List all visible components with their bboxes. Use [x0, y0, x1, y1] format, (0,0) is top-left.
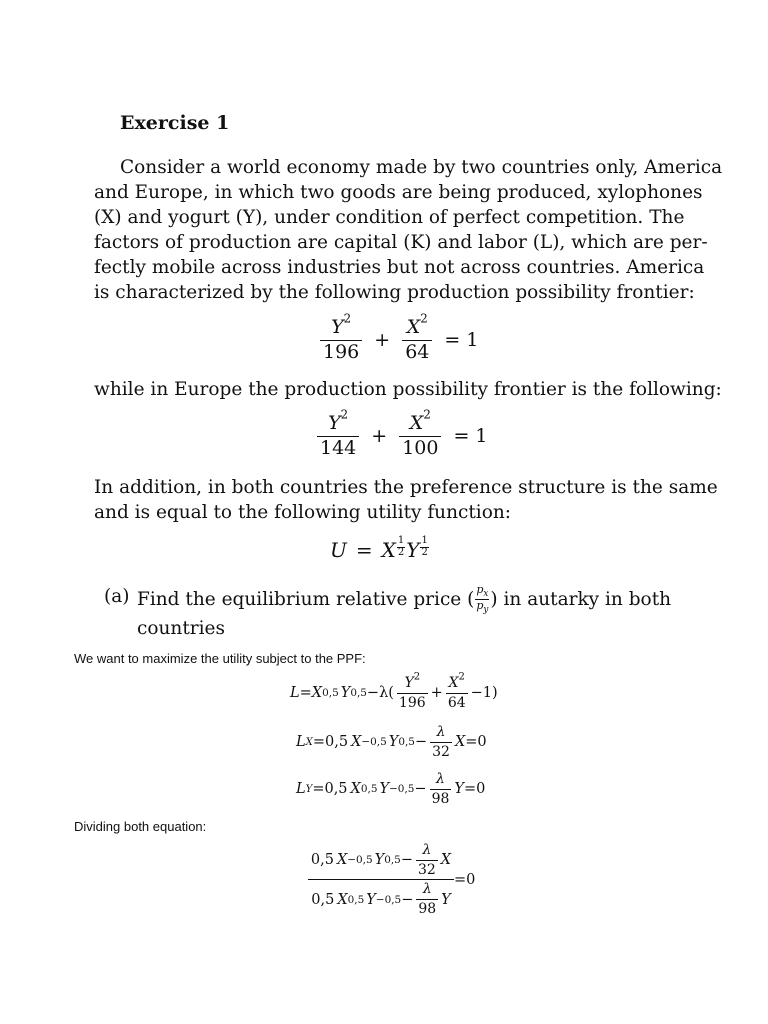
symbol: X — [350, 781, 361, 798]
question-line: countries — [137, 617, 225, 639]
denominator: 2 — [421, 546, 428, 558]
question-label: (a) — [104, 586, 130, 607]
numerator: 1 — [397, 535, 405, 546]
price-numerator — [475, 584, 489, 599]
intro-line: factors of production are capital (K) and labor (L), which are per- — [94, 232, 708, 253]
operator: − — [414, 781, 427, 798]
denominator: 2 — [397, 546, 405, 558]
symbol: Y — [366, 891, 376, 908]
foc-y-equation: L Y =0,5 X 0,5 Y −0,5 − $\frac{\lambda}{98}$ Y =0 — [296, 771, 486, 807]
fraction — [320, 311, 362, 363]
price-denominator — [475, 599, 489, 615]
symbol: p — [476, 583, 484, 596]
symbol: X — [406, 316, 421, 338]
subscript: y — [483, 605, 489, 616]
question-a — [104, 584, 670, 641]
symbol: Y — [328, 412, 341, 434]
denominator: 64 — [447, 694, 466, 711]
preference-line: In addition, in both countries the preference structure is the same — [94, 477, 718, 498]
fraction — [399, 407, 441, 459]
symbol: U — [330, 538, 347, 562]
symbol: X — [448, 675, 459, 691]
symbol: X — [381, 538, 396, 562]
operator: + — [374, 329, 391, 352]
fraction — [416, 882, 438, 916]
utility-equation — [330, 535, 430, 562]
question-text: ) in autarky in both — [490, 589, 672, 611]
symbol: L — [296, 734, 306, 751]
preference-paragraph — [94, 475, 718, 525]
denominator: 144 — [317, 436, 359, 459]
intro-line: Consider a world economy made by two countries only, America — [120, 157, 723, 178]
fraction — [430, 725, 452, 759]
denominator: 98 — [431, 790, 450, 807]
subscript: X — [305, 736, 313, 748]
fraction — [397, 671, 428, 711]
equation-rhs: = 1 — [444, 329, 479, 352]
equation-rhs: = 1 — [453, 425, 488, 448]
symbol: Y — [441, 891, 451, 908]
question-line — [137, 584, 670, 616]
intro-line: and Europe, in which two goods are being produced, xylophones — [94, 182, 703, 203]
europe-line: while in Europe the production possibility frontier is the following: — [94, 379, 722, 400]
fraction-bar — [308, 879, 454, 880]
big-fraction — [308, 843, 454, 917]
denominator: 32 — [432, 743, 450, 760]
denominator: 196 — [320, 340, 362, 363]
symbol: X — [336, 852, 348, 869]
operator: − — [414, 734, 428, 751]
symbol: X — [337, 891, 348, 908]
symbol: X — [454, 734, 466, 751]
denominator: 98 — [418, 901, 437, 918]
intro-line: is characterized by the following production possibility frontier: — [94, 282, 695, 303]
ratio-equation — [308, 843, 475, 917]
coefficient: 0,5 — [310, 852, 334, 869]
equation-rhs: =0 — [454, 871, 476, 888]
exponent-fraction — [420, 536, 428, 558]
question-body — [137, 584, 670, 641]
lambda-term: −λ( — [366, 685, 394, 702]
symbol: Y — [454, 781, 464, 798]
operator: − — [400, 852, 413, 869]
numerator: λ — [436, 724, 446, 740]
coefficient: 0,5 — [311, 891, 335, 908]
intro-line: fectly mobile across industries but not across countries. America — [94, 257, 705, 278]
numerator: λ — [436, 771, 445, 787]
ratio-denominator: 0,5 X 0,5 Y −0,5 − $\frac{\lambda}{98}$ Y — [311, 881, 451, 918]
operator: − — [401, 891, 414, 908]
denominator: 64 — [402, 340, 432, 363]
exponent: 2 — [458, 671, 465, 683]
numerator: λ — [422, 881, 432, 898]
numerator: 1 — [421, 535, 428, 546]
symbol: Y — [379, 781, 390, 798]
ppf-europe-equation — [314, 407, 497, 459]
operator: + — [371, 425, 388, 448]
symbol: L — [296, 781, 306, 798]
subscript: Y — [305, 783, 313, 795]
exercise-title: Exercise 1 — [120, 112, 230, 134]
equals: = — [299, 685, 312, 702]
answer-intro: We want to maximize the utility subject to the PPF: — [74, 651, 366, 666]
symbol: X — [409, 412, 424, 434]
operator: −1) — [470, 685, 498, 702]
fraction — [446, 671, 468, 711]
symbol: X — [351, 734, 362, 751]
symbol: L — [290, 685, 300, 702]
symbol: Y — [404, 675, 414, 691]
symbol: X — [311, 685, 323, 702]
dividing-text: Dividing both equation: — [74, 819, 207, 834]
exponent: 2 — [423, 407, 431, 422]
operator: + — [430, 685, 443, 702]
ratio-numerator: 0,5 X −0,5 Y 0,5 − $\frac{\lambda}{32}$ X — [310, 842, 452, 878]
coefficient: =0,5 — [312, 781, 348, 798]
denominator: 100 — [399, 436, 441, 459]
coefficient: =0,5 — [312, 734, 349, 751]
fraction — [317, 407, 359, 459]
symbol: p — [476, 599, 484, 613]
symbol: Y — [388, 734, 399, 751]
preference-line: and is equal to the following utility function: — [94, 502, 512, 523]
symbol: Y — [331, 316, 344, 338]
intro-line: (X) and yogurt (Y), under condition of perfect competition. The — [94, 207, 685, 228]
fraction — [402, 311, 432, 363]
fraction — [430, 772, 452, 806]
denominator: 196 — [398, 694, 426, 711]
symbol: Y — [374, 852, 385, 869]
operator: = — [355, 538, 373, 562]
question-text: Find the equilibrium relative price ( — [137, 589, 475, 611]
fraction — [416, 843, 438, 877]
exponent: 2 — [343, 311, 352, 326]
symbol: Y — [406, 538, 420, 562]
foc-x-equation: L X =0,5 X −0,5 Y 0,5 − $\frac{\lambda}{32}$ X =0 — [296, 724, 487, 760]
exponent: 2 — [420, 311, 428, 326]
symbol: X — [440, 852, 452, 869]
lagrangian-equation: L = X 0,5 Y 0,5 −λ( $\frac{Y^2}{196}$ + $\frac{X^2}{64}$ −1) — [290, 671, 498, 711]
exponent: 2 — [413, 671, 421, 683]
exponent-fraction — [397, 536, 405, 558]
symbol: Y — [340, 685, 351, 702]
ppf-america-equation — [317, 311, 487, 363]
subscript: x — [483, 589, 489, 600]
intro-paragraph — [94, 155, 723, 305]
denominator: 32 — [417, 861, 436, 878]
equation-rhs: =0 — [465, 734, 487, 751]
price-ratio — [475, 584, 489, 616]
equation-rhs: =0 — [463, 781, 486, 798]
exponent: 2 — [340, 407, 349, 422]
numerator: λ — [422, 842, 432, 858]
